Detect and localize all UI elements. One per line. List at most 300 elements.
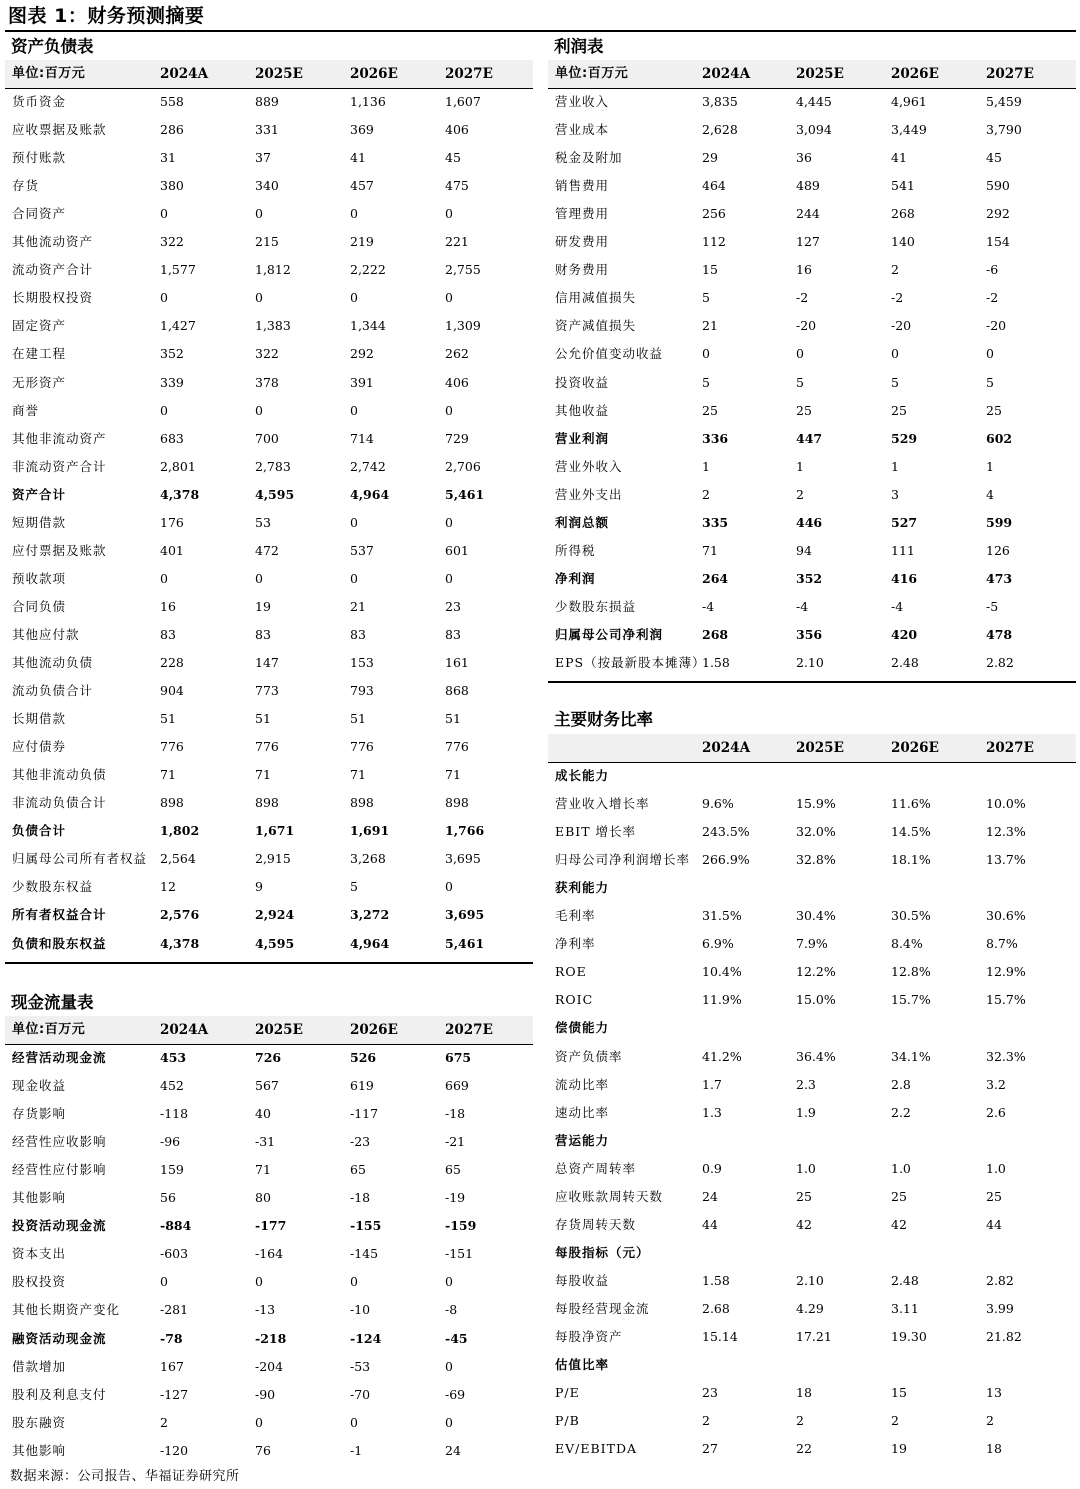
cell-value: 32.0%: [796, 824, 836, 840]
cell-value: -5: [986, 598, 999, 614]
row-label: 其他影响: [12, 1442, 67, 1458]
cell-value: 45: [986, 150, 1002, 166]
unit-label: 单位:百万元: [12, 66, 86, 81]
row-label: 长期股权投资: [12, 290, 94, 306]
cell-value: 0: [160, 290, 168, 306]
cell-value: 4,595: [255, 486, 295, 502]
row-label: 归属母公司所有者权益: [12, 851, 148, 867]
cell-value: -31: [255, 1134, 276, 1150]
row-label: 净利率: [555, 936, 596, 952]
cell-value: 322: [160, 234, 184, 250]
row-label: 非流动资产合计: [12, 458, 107, 474]
cell-value: 32.3%: [986, 1048, 1026, 1064]
row-label: 负债合计: [12, 823, 67, 839]
row-label: 现金收益: [12, 1078, 67, 1094]
cell-value: 1,766: [445, 823, 485, 839]
cell-value: 2.2: [891, 1104, 911, 1120]
cell-value: -70: [350, 1386, 371, 1402]
cell-value: 669: [445, 1078, 469, 1094]
row-label: 其他非流动资产: [12, 430, 107, 446]
row-label: 股东融资: [12, 1414, 67, 1430]
cell-value: 472: [255, 542, 279, 558]
table-row: [548, 453, 1076, 481]
row-label: 存货: [12, 178, 40, 194]
cell-value: 1,344: [350, 318, 386, 334]
table-row: [5, 228, 533, 256]
cell-value: 30.4%: [796, 908, 836, 924]
row-label: 少数股东损益: [555, 598, 637, 614]
cell-value: 94: [796, 542, 812, 558]
cell-value: -4: [891, 598, 904, 614]
cell-value: 3,449: [891, 122, 927, 138]
cell-value: 65: [445, 1162, 461, 1178]
cell-value: 2.8: [891, 1076, 911, 1092]
cell-value: 18: [986, 1441, 1002, 1457]
cell-value: -20: [796, 318, 817, 334]
row-label: 其他应付款: [12, 626, 80, 642]
cell-value: 15: [702, 262, 718, 278]
table-row: [548, 1071, 1076, 1099]
cell-value: 10.4%: [702, 964, 742, 980]
row-label: 经营活动现金流: [12, 1050, 107, 1065]
row-label: 偿债能力: [555, 1020, 610, 1036]
cell-value: 714: [350, 430, 374, 446]
cell-value: 558: [160, 94, 184, 109]
cell-value: 2,564: [160, 851, 196, 867]
cell-value: 406: [445, 374, 469, 390]
cell-value: 0: [255, 206, 263, 222]
cell-value: 0: [160, 570, 168, 586]
year-header: 2025E: [796, 740, 844, 756]
table-row: [548, 481, 1076, 509]
cell-value: 0.9: [702, 1160, 722, 1176]
table-row: [5, 1128, 533, 1156]
table-row: [5, 677, 533, 705]
cell-value: 140: [891, 234, 915, 250]
cell-value: 5: [891, 374, 899, 390]
row-label: 长期借款: [12, 711, 67, 727]
cell-value: 30.5%: [891, 908, 931, 924]
cell-value: -18: [350, 1190, 371, 1206]
year-header: 2026E: [891, 740, 939, 756]
cell-value: 2: [891, 1413, 899, 1429]
cell-value: 619: [350, 1078, 374, 1094]
row-label: 资产减值损失: [555, 318, 637, 334]
year-header: 2025E: [796, 66, 844, 82]
row-label: 营业成本: [555, 122, 610, 138]
cell-value: 322: [255, 346, 279, 362]
cell-value: 159: [160, 1162, 184, 1178]
table-row: [548, 312, 1076, 340]
cell-value: 2,628: [702, 122, 738, 138]
table-row: [548, 902, 1076, 930]
cell-value: 127: [796, 234, 820, 250]
row-label: 合同资产: [12, 206, 67, 222]
row-label: 少数股东权益: [12, 879, 94, 895]
panel-title: 现金流量表: [11, 993, 94, 1012]
table-row: [548, 846, 1076, 874]
cell-value: -19: [445, 1190, 466, 1206]
table-row: [5, 1296, 533, 1324]
cell-value: 71: [445, 767, 461, 783]
row-label: 流动资产合计: [12, 262, 94, 278]
cell-value: 0: [255, 290, 263, 306]
table-row: [5, 649, 533, 677]
cell-value: 5: [986, 374, 994, 390]
cell-value: 0: [445, 1274, 453, 1290]
cell-value: 4,964: [350, 486, 390, 502]
cell-value: 0: [445, 1414, 453, 1430]
row-label: 每股收益: [555, 1272, 610, 1288]
table-row: [548, 284, 1076, 312]
row-label: 资产负债率: [555, 1048, 623, 1064]
table-row: [548, 649, 1076, 677]
row-label: 其他影响: [12, 1190, 67, 1206]
cell-value: 243.5%: [702, 824, 750, 840]
cell-value: -53: [350, 1358, 371, 1374]
cell-value: -204: [255, 1358, 284, 1374]
row-label: 所得税: [555, 542, 596, 558]
table-row: [548, 1267, 1076, 1295]
cell-value: 21: [702, 318, 718, 334]
cell-value: 16: [796, 262, 812, 278]
cell-value: 473: [986, 570, 1013, 586]
year-header: 2026E: [891, 66, 939, 82]
table-row: [548, 116, 1076, 144]
cell-value: 286: [160, 122, 184, 138]
cell-value: 416: [891, 570, 918, 586]
table-row: [548, 1183, 1076, 1211]
year-header: 2027E: [986, 740, 1034, 756]
row-label: 商誉: [12, 402, 40, 418]
row-label: 其他非流动负债: [12, 767, 107, 783]
table-row: [5, 284, 533, 312]
cell-value: 478: [986, 626, 1013, 642]
row-label: 无形资产: [12, 374, 67, 390]
cell-value: 34.1%: [891, 1048, 931, 1064]
cell-value: 25: [986, 1188, 1002, 1204]
year-header: 2027E: [445, 1022, 493, 1038]
cell-value: 2.68: [702, 1300, 730, 1316]
cell-value: 3,094: [796, 122, 832, 138]
cell-value: 8.7%: [986, 936, 1018, 952]
cell-value: 11.9%: [702, 992, 742, 1008]
cell-value: 3,695: [445, 851, 481, 867]
cell-value: 2,755: [445, 262, 481, 278]
cell-value: 18.1%: [891, 852, 931, 868]
table-row: [548, 340, 1076, 368]
table-row: [5, 397, 533, 425]
cell-value: -90: [255, 1386, 276, 1402]
cell-value: 0: [350, 402, 358, 418]
table-row: [548, 565, 1076, 593]
row-label: 营业外支出: [555, 486, 623, 502]
table-row: [548, 537, 1076, 565]
cell-value: 1,802: [160, 823, 200, 839]
cell-value: 42: [796, 1216, 812, 1232]
cell-value: 4,378: [160, 935, 200, 951]
cell-value: 391: [350, 374, 374, 390]
cell-value: 29: [702, 150, 718, 166]
cell-value: 0: [255, 1414, 263, 1430]
cell-value: -884: [160, 1218, 192, 1234]
cell-value: 16: [160, 598, 176, 614]
row-label: 预收款项: [12, 570, 67, 586]
row-label: 速动比率: [555, 1104, 610, 1120]
cell-value: 51: [160, 711, 176, 727]
cell-value: 30.6%: [986, 908, 1026, 924]
row-label: 投资收益: [555, 374, 610, 390]
cell-value: 41: [350, 150, 366, 166]
table-row: [548, 509, 1076, 537]
row-label: 预付账款: [12, 150, 67, 166]
cell-value: 0: [350, 290, 358, 306]
cell-value: -2: [986, 290, 999, 306]
cell-value: 15.14: [702, 1329, 738, 1344]
row-label: 融资活动现金流: [12, 1330, 107, 1346]
table-row: [5, 761, 533, 789]
cell-value: 15.0%: [796, 992, 836, 1008]
cell-value: 335: [702, 514, 729, 530]
cell-value: 12.9%: [986, 964, 1026, 980]
row-label: 毛利率: [555, 908, 596, 924]
year-header: 2027E: [445, 66, 493, 82]
table-header: [5, 1016, 533, 1045]
table-row: [5, 1353, 533, 1381]
table-row: [5, 817, 533, 845]
row-label: 资本支出: [12, 1246, 67, 1262]
cell-value: 19: [891, 1441, 907, 1457]
cell-value: 2,742: [350, 458, 386, 474]
cell-value: 3,268: [350, 851, 386, 867]
table-row: [548, 621, 1076, 649]
cell-value: 2.82: [986, 1272, 1014, 1288]
cell-value: 889: [255, 94, 279, 109]
cell-value: -151: [445, 1246, 474, 1262]
table-row: [5, 621, 533, 649]
cell-value: 44: [986, 1216, 1002, 1232]
cell-value: 452: [160, 1078, 184, 1094]
cell-value: 340: [255, 178, 279, 194]
cell-value: -13: [255, 1302, 276, 1318]
cell-value: 111: [891, 542, 915, 558]
unit-label: 单位:百万元: [555, 66, 629, 81]
cell-value: 83: [350, 626, 366, 642]
cell-value: 25: [796, 402, 812, 418]
cell-value: -6: [986, 262, 999, 278]
cell-value: -69: [445, 1386, 466, 1402]
table-row: [5, 1240, 533, 1268]
cell-value: 453: [160, 1050, 187, 1065]
row-label: 其他流动负债: [12, 655, 94, 670]
figure-title: 图表 1：财务预测摘要: [8, 5, 205, 27]
cell-value: 3.11: [891, 1300, 919, 1316]
cell-value: 53: [255, 514, 271, 530]
cell-value: 0: [986, 346, 994, 362]
cell-value: -124: [350, 1330, 382, 1346]
cell-value: 71: [160, 767, 176, 783]
row-label: 每股经营现金流: [555, 1300, 650, 1316]
category-row: [548, 1351, 1076, 1379]
cell-value: 0: [160, 206, 168, 222]
cell-value: 32.8%: [796, 852, 836, 868]
row-label: 股权投资: [12, 1274, 67, 1290]
cell-value: 904: [160, 683, 184, 699]
cell-value: 21: [350, 598, 366, 614]
cell-value: 51: [255, 711, 271, 727]
cell-value: 0: [160, 402, 168, 418]
year-header: 2025E: [255, 1022, 303, 1038]
year-header: 2025E: [255, 66, 303, 82]
table-row: [548, 1295, 1076, 1323]
row-label: 负债和股东权益: [12, 935, 107, 951]
table-row: [548, 1379, 1076, 1407]
cell-value: 2: [891, 262, 899, 278]
table-row: [5, 733, 533, 761]
cell-value: 23: [702, 1385, 718, 1401]
row-label: EPS（按最新股本摊薄）: [555, 655, 706, 670]
row-label: 其他长期资产变化: [12, 1302, 121, 1318]
cell-value: -127: [160, 1386, 189, 1402]
cell-value: 31.5%: [702, 908, 742, 924]
cell-value: 3,790: [986, 122, 1022, 138]
cell-value: 12: [160, 879, 176, 895]
cell-value: 898: [255, 795, 279, 811]
cell-value: 15.7%: [891, 992, 931, 1008]
table-row: [5, 200, 533, 228]
cell-value: 1.0: [891, 1160, 911, 1176]
cell-value: 0: [445, 1358, 453, 1374]
table-row: [5, 565, 533, 593]
table-row: [5, 481, 533, 509]
table-row: [548, 256, 1076, 284]
row-label: P/B: [555, 1413, 580, 1429]
row-label: 经营性应收影响: [12, 1134, 107, 1150]
cell-value: 22: [796, 1441, 812, 1457]
cell-value: 1,309: [445, 318, 481, 334]
cell-value: 339: [160, 374, 184, 390]
cell-value: 898: [350, 795, 374, 811]
cell-value: 126: [986, 542, 1010, 558]
cell-value: 529: [891, 430, 918, 446]
cell-value: 1.58: [702, 1272, 730, 1288]
row-label: 净利润: [555, 570, 596, 586]
cell-value: 2,222: [350, 262, 386, 278]
cell-value: 683: [160, 430, 184, 446]
table-row: [548, 228, 1076, 256]
cell-value: 0: [350, 570, 358, 586]
cell-value: 51: [350, 711, 366, 727]
cell-value: 2.82: [986, 655, 1014, 670]
cell-value: 71: [350, 767, 366, 783]
cell-value: 5,461: [445, 486, 485, 502]
cell-value: 42: [891, 1216, 907, 1232]
row-label: 短期借款: [12, 514, 67, 530]
cell-value: 898: [160, 795, 184, 811]
cell-value: 266.9%: [702, 852, 750, 868]
table-row: [5, 873, 533, 901]
cell-value: 2,706: [445, 458, 481, 474]
cell-value: 51: [445, 711, 461, 727]
cell-value: 0: [445, 879, 453, 895]
cell-value: 36: [796, 150, 812, 166]
cell-value: -2: [796, 290, 809, 306]
cell-value: 406: [445, 122, 469, 138]
year-header: 2024A: [702, 740, 751, 756]
cell-value: 0: [891, 346, 899, 362]
cell-value: -18: [445, 1106, 466, 1122]
cell-value: -45: [445, 1330, 468, 1346]
table-row: [548, 1407, 1076, 1435]
table-row: [5, 312, 533, 340]
cell-value: 2: [796, 486, 804, 502]
cell-value: -155: [350, 1218, 382, 1234]
cell-value: 219: [350, 234, 374, 250]
table-row: [5, 1381, 533, 1409]
cell-value: 489: [796, 178, 820, 194]
table-row: [5, 144, 533, 172]
cell-value: 776: [350, 739, 374, 755]
row-label: 归属母公司净利润: [555, 626, 664, 642]
cell-value: 446: [796, 514, 823, 530]
table-row: [5, 1409, 533, 1437]
row-label: 每股净资产: [555, 1329, 623, 1344]
cell-value: 3.2: [986, 1076, 1006, 1092]
cell-value: 2: [160, 1414, 168, 1430]
cell-value: 147: [255, 655, 279, 670]
cell-value: 5: [702, 374, 710, 390]
row-label: ROIC: [555, 992, 594, 1008]
cell-value: 41.2%: [702, 1048, 742, 1064]
cell-value: 1.3: [702, 1104, 722, 1120]
cell-value: 3,272: [350, 907, 390, 923]
row-label: 获利能力: [555, 880, 610, 896]
table-row: [5, 1437, 533, 1465]
table-row: [5, 1325, 533, 1353]
cell-value: 25: [702, 402, 718, 418]
cell-value: -145: [350, 1246, 379, 1262]
cell-value: -20: [891, 318, 912, 334]
table-row: [5, 340, 533, 368]
cell-value: 71: [255, 1162, 271, 1178]
row-label: 其他收益: [555, 402, 610, 418]
cell-value: 21.82: [986, 1329, 1022, 1344]
table-row: [548, 425, 1076, 453]
cell-value: 2.48: [891, 1272, 919, 1288]
cell-value: 15: [891, 1385, 907, 1401]
row-label: 应收账款周转天数: [555, 1188, 664, 1204]
cell-value: -8: [445, 1302, 458, 1318]
cell-value: 4,445: [796, 94, 832, 109]
cell-value: 215: [255, 234, 279, 250]
cell-value: 9.6%: [702, 796, 734, 812]
year-header: 2024A: [160, 1022, 209, 1038]
cell-value: 65: [350, 1162, 366, 1178]
cell-value: 83: [160, 626, 176, 642]
cell-value: 76: [255, 1442, 271, 1458]
cell-value: 264: [702, 570, 729, 586]
cell-value: 221: [445, 234, 469, 250]
cell-value: 2,783: [255, 458, 291, 474]
cell-value: 0: [702, 346, 710, 362]
row-label: 营业收入: [555, 94, 610, 109]
cell-value: 0: [445, 290, 453, 306]
cell-value: 793: [350, 683, 374, 699]
row-label: 所有者权益合计: [12, 907, 107, 923]
cell-value: 369: [350, 122, 374, 138]
cell-value: 1: [702, 458, 710, 474]
table-header: [548, 734, 1076, 763]
